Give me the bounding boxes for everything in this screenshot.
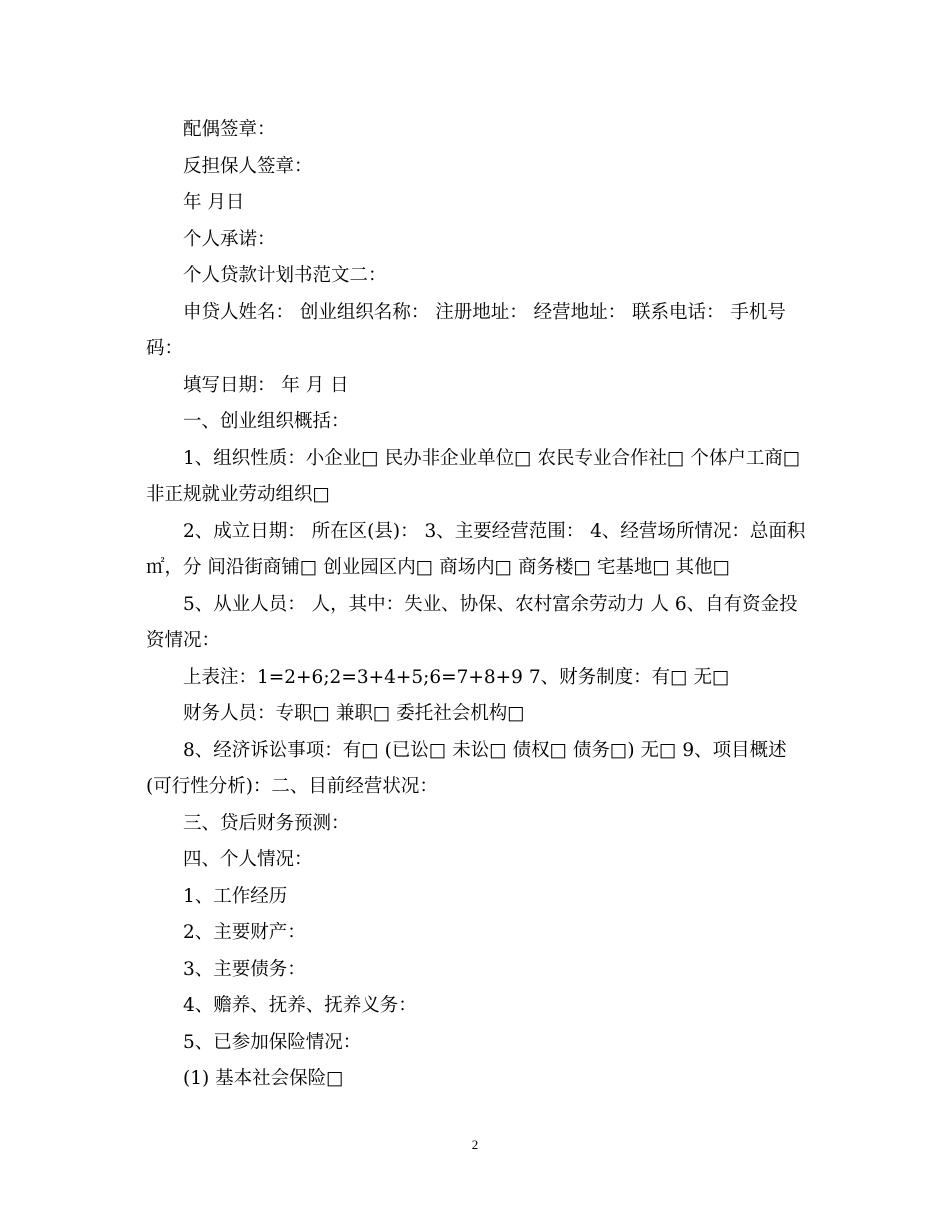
section-heading-financial-forecast: 三、贷后财务预测： — [183, 812, 350, 834]
paragraph-employees-and-capital: 5、从业人员： 人，其中：失业、协保、农村富余劳动力 人 6、自有资金投资情况： — [146, 593, 798, 651]
paragraph-spouse-signature: 配偶签章： — [183, 119, 276, 140]
paragraph-sample-two-title: 个人贷款计划书范文二： — [183, 265, 387, 286]
paragraph-insurance-status: 5、已参加保险情况： — [183, 1031, 362, 1053]
section-heading-organization-overview: 一、创业组织概括： — [183, 411, 350, 432]
paragraph-date: 年 月日 — [183, 192, 245, 213]
section-heading-personal-situation: 四、个人情况： — [183, 849, 313, 870]
document-body — [146, 112, 806, 1098]
paragraph-finance-staff: 财务人员：专职□ 兼职□ 委托社会机构□ — [183, 703, 525, 724]
paragraph-litigation-and-project: 8、经济诉讼事项：有□ (已讼□ 未讼□ 债权□ 债务□) 无□ 9、项目概述(可行性分析)：二、目前经营状况： — [146, 739, 787, 797]
paragraph-basic-social-insurance: (1) 基本社会保险□ — [183, 1068, 344, 1089]
paragraph-organization-nature: 1、组织性质：小企业□ 民办非企业单位□ 农民专业合作社□ 个体户工商□ 非正规就业劳动组织□ — [146, 447, 801, 505]
page-number: 2 — [471, 1137, 479, 1152]
paragraph-main-assets: 2、主要财产： — [183, 922, 306, 943]
paragraph-applicant-info: 申贷人姓名： 创业组织名称： 注册地址： 经营地址： 联系电话： 手机号码： — [146, 301, 786, 359]
paragraph-fill-date: 填写日期： 年 月 日 — [183, 374, 349, 396]
paragraph-support-obligations: 4、赡养、抚养、抚养义务： — [183, 995, 417, 1016]
paragraph-counter-guarantor-signature: 反担保人签章： — [183, 155, 313, 177]
paragraph-main-debts: 3、主要债务： — [183, 958, 306, 980]
paragraph-establishment-and-premises: 2、成立日期： 所在区(县)： 3、主要经营范围： 4、经营场所情况：总面积 ㎡，分 间沿街商铺□ 创业园区内□ 商场内□ 商务楼□ 宅基地□ 其他□ — [146, 520, 806, 578]
paragraph-personal-commitment: 个人承诺： — [183, 228, 276, 250]
paragraph-work-experience: 1、工作经历 — [183, 885, 288, 907]
paragraph-table-note-financial-system: 上表注：1=2+6;2=3+4+5;6=7+8+9 7、财务制度：有□ 无□ — [183, 666, 730, 688]
